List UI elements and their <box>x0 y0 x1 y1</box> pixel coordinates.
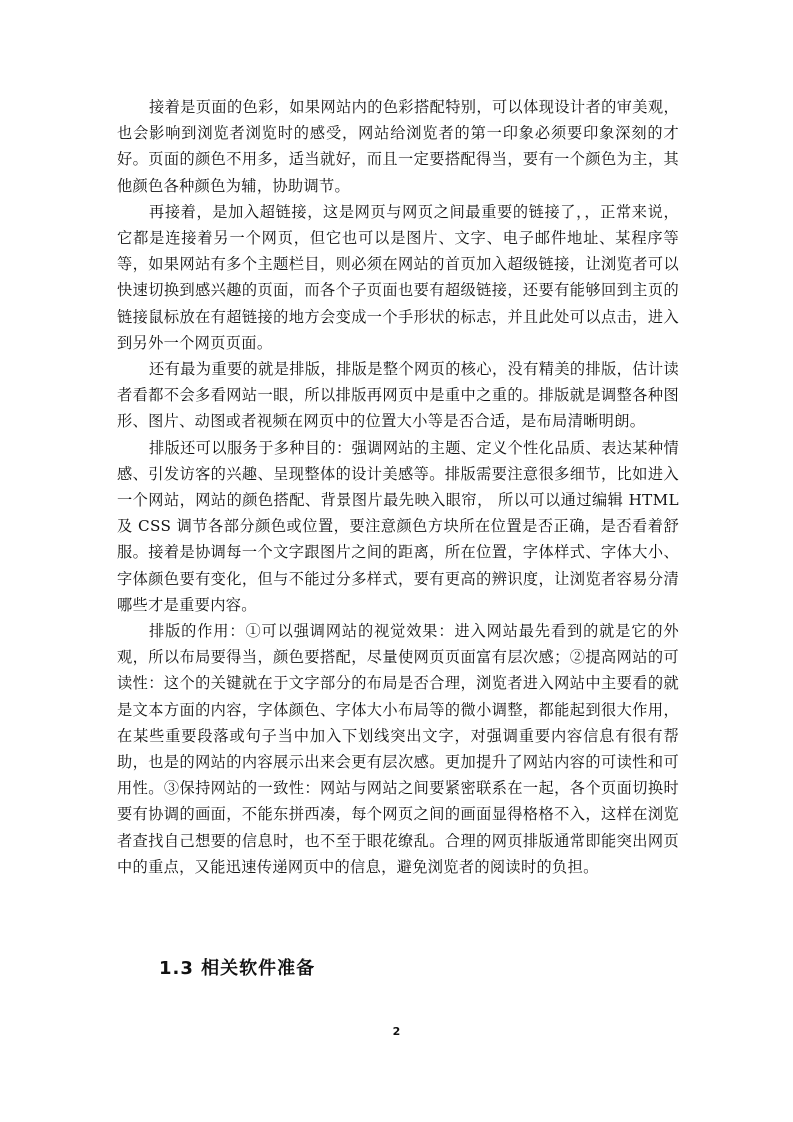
paragraph-layout-effects: 排版的作用：①可以强调网站的视觉效果：进入网站最先看到的就是它的外观，所以布局要得当，颜色要搭配，尽量使网页页面富有层次感；②提高网站的可读性：这个的关键就在于文字部分的布局是否合理，浏览者进入网站中主要看的就是文本方面的内容，字体颜色、字体大小布局等的微小调整，都能起到很大作用，在某些重要段落或句子当中加入下划线突出文字，对强调重要内容信息有很有帮助，也是的网站的内容展示出来会更有层次感。更加提升了网站内容的可读性和可用性。③保持网站的一致性：网站与网站之间要紧密联系在一起，各个页面切换时要有协调的画面，不能东拼西凑，每个网页之间的画面显得格格不入，这样在浏览者查找自己想要的信息时，也不至于眼花缭乱。合理的网页排版通常即能突出网页中的重点，又能迅速传递网页中的信息，避免浏览者的阅读时的负担。 <box>117 622 679 876</box>
paragraph-layout: 还有最为重要的就是排版，排版是整个网页的核心，没有精美的排版，估计读者看都不会多看网站一眼，所以排版再网页中是重中之重的。排版就是调整各种图形、图片、动图或者视频在网页中的位置大小等是否合适，是布局清晰明朗。 <box>117 360 679 431</box>
paragraph-color: 接着是页面的色彩，如果网站内的色彩搭配特别，可以体现设计者的审美观，也会影响到浏览者浏览时的感受，网站给浏览者的第一印象必须要印象深刻的才好。页面的颜色不用多，适当就好，而且一定要搭配得当，要有一个颜色为主，其他颜色各种颜色为辅，协助调节。 <box>117 98 679 195</box>
section-heading: 1.3 相关软件准备 <box>159 958 316 979</box>
paragraph-layout-purpose: 排版还可以服务于多种目的：强调网站的主题、定义个性化品质、表达某种情感、引发访客的兴趣、呈现整体的设计美感等。排版需要注意很多细节，比如进入一个网站，网站的颜色搭配、背景图片最先映入眼帘， 所以可以通过编辑 HTML 及 CSS 调节各部分颜色或位置，要注意颜色方块所在位置是否正确，是否看着舒服。接着是协调每一个文字跟图片之间的距离，所在位置，字体样式、字体大小、字体颜色要有变化，但与不能过分多样式，要有更高的辨识度，让浏览者容易分清哪些才是重要内容。 <box>117 438 679 614</box>
page-number: 2 <box>392 1025 401 1038</box>
body-text <box>117 94 679 880</box>
paragraph-hyperlink: 再接着，是加入超链接，这是网页与网页之间最重要的链接了，，正常来说，它都是连接着另一个网页，但它也可以是图片、文字、电子邮件地址、某程序等等，如果网站有多个主题栏目，则必须在网站的首页加入超级链接，让浏览者可以快速切换到感兴趣的页面，而各个子页面也要有超级链接，还要有能够回到主页的链接鼠标放在有超链接的地方会变成一个手形状的标志，并且此处可以点击，进入到另外一个网页页面。 <box>117 202 679 352</box>
